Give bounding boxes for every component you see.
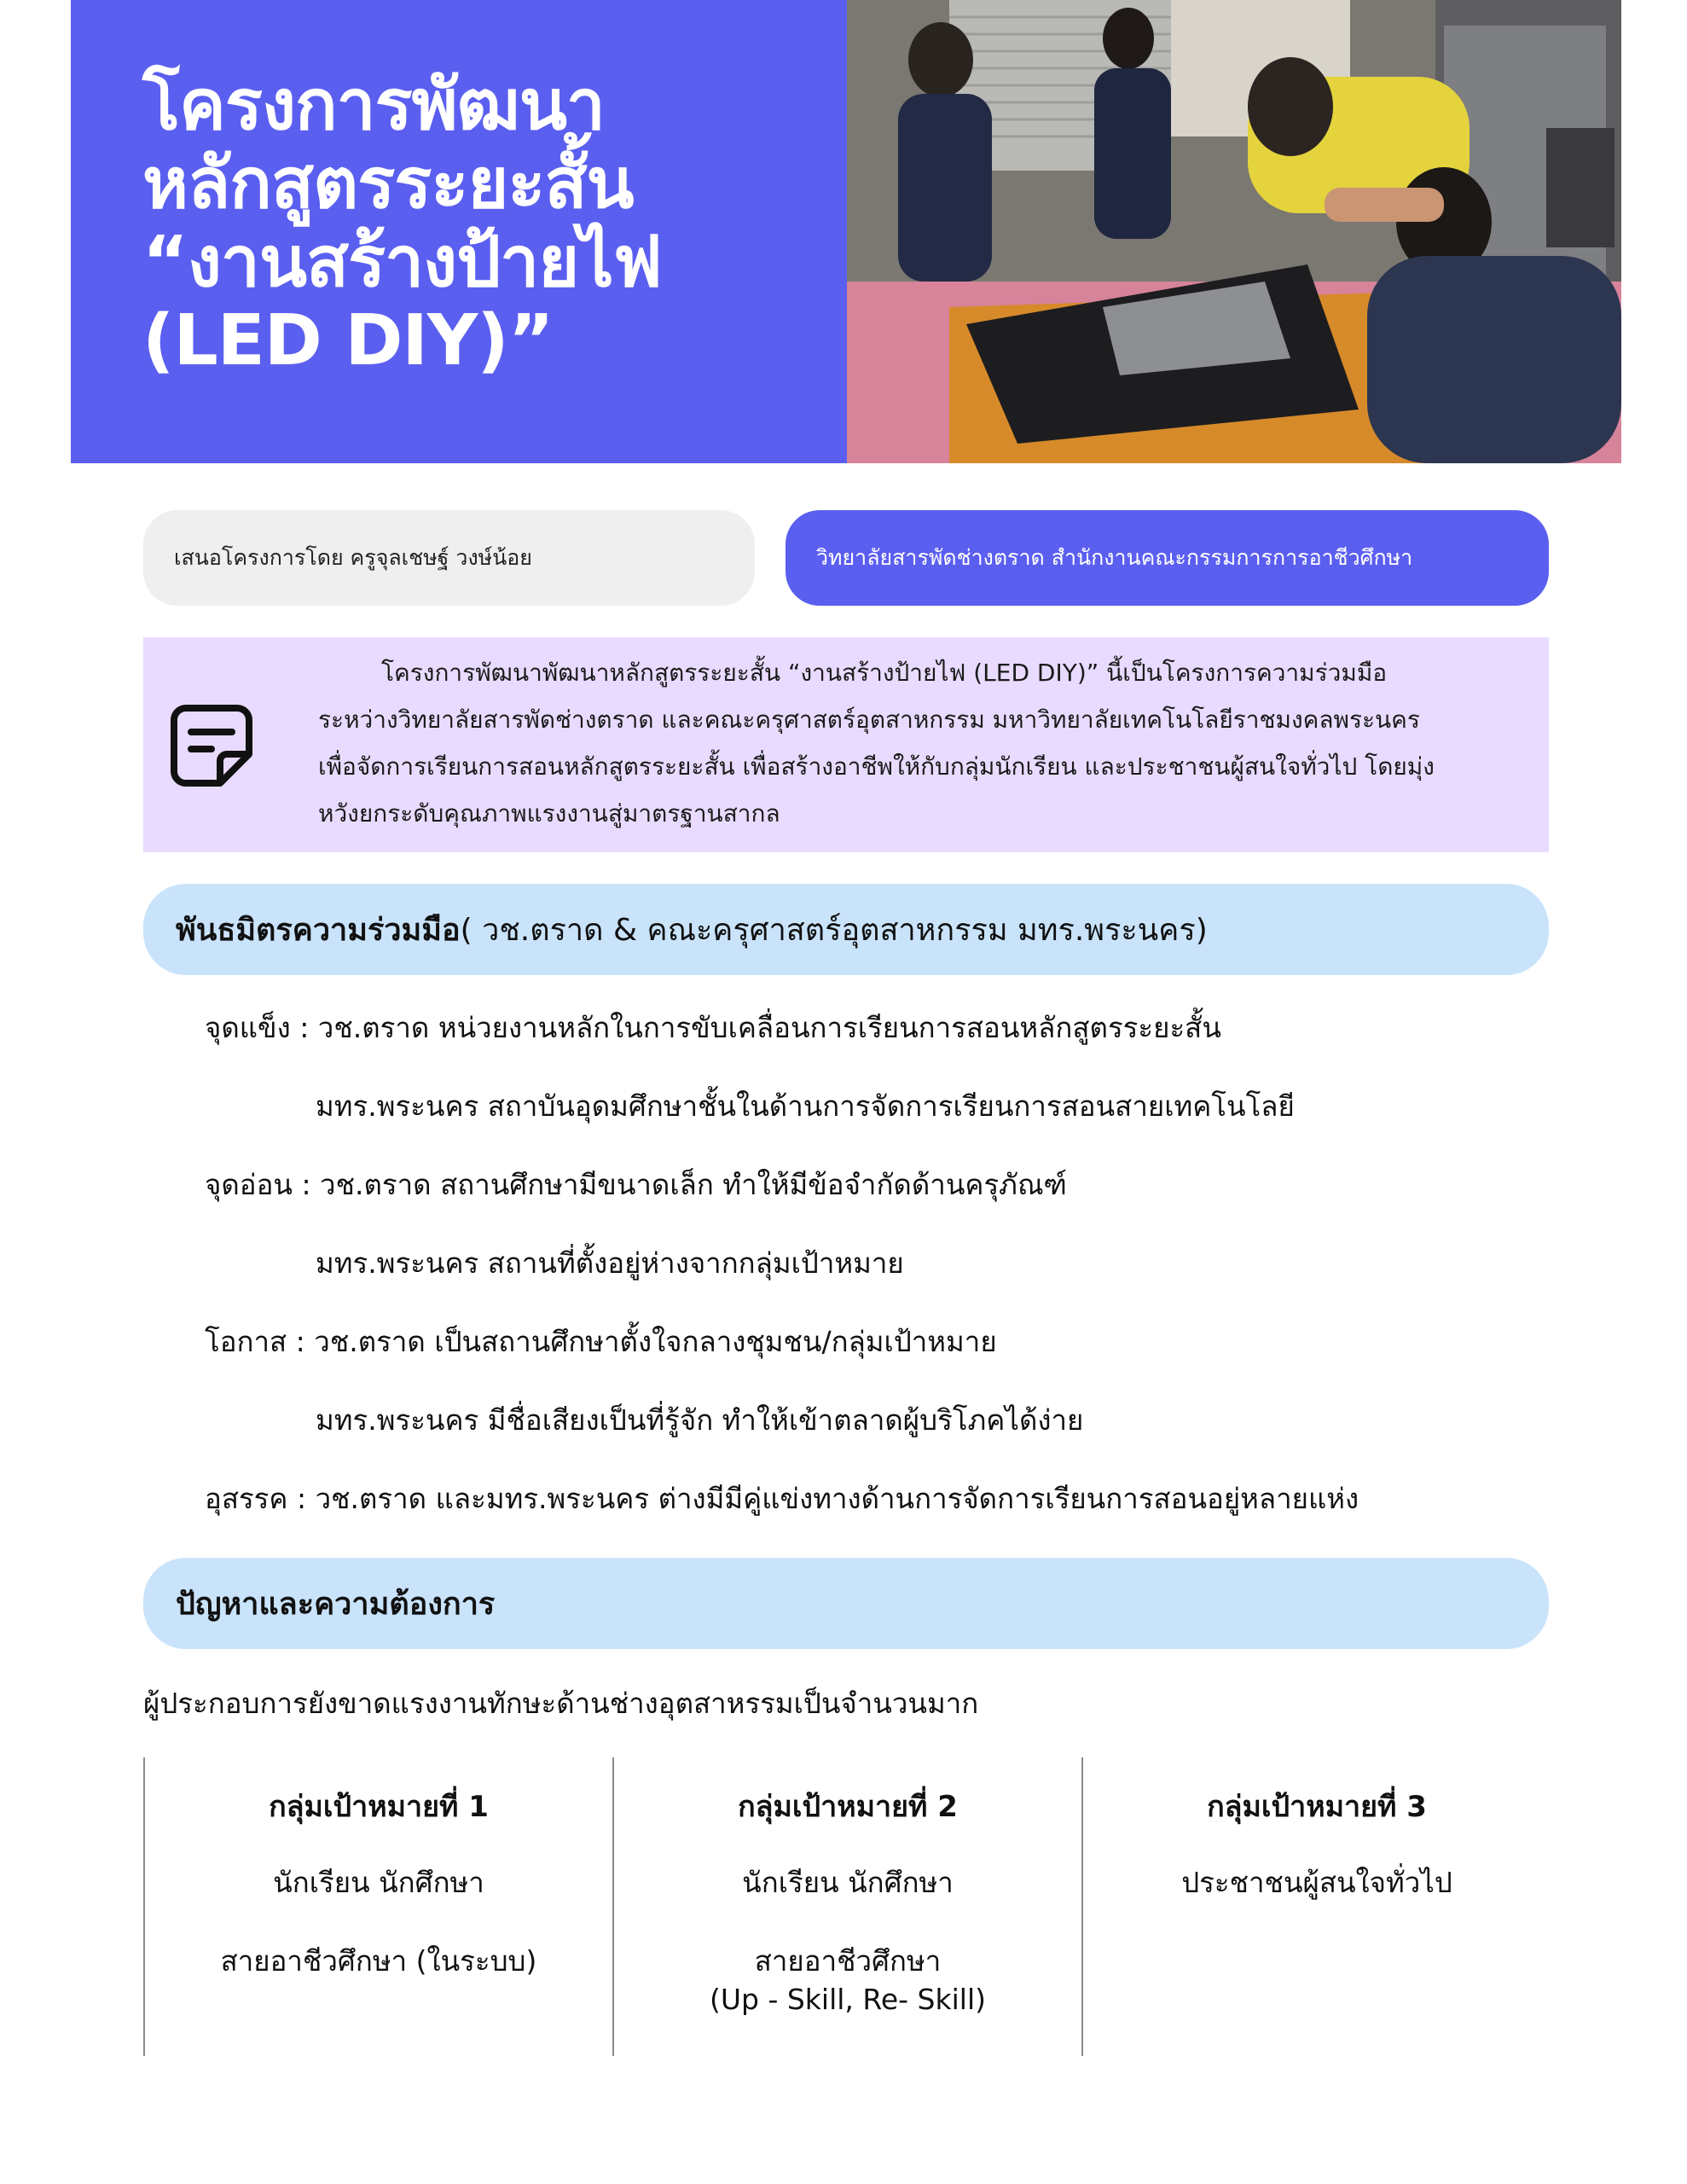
hero-banner xyxy=(71,0,1621,463)
summary-line-3: เพื่อจัดการเรียนการสอนหลักสูตรระยะสั้น เพื่อสร้างอาชีพให้กับกลุ่มนักเรียน และประชาชนผู้สนใจทั่วไป โดยมุ่ง xyxy=(318,752,1435,781)
problems-heading xyxy=(143,1558,1549,1649)
group-1-title: กลุ่มเป้าหมายที่ 1 xyxy=(269,1790,489,1824)
title-line-3: “งานสร้างป้ายไฟ xyxy=(142,222,662,303)
problems-heading-text: ปัญหาและความต้องการ xyxy=(176,1587,496,1622)
target-group-3 xyxy=(1081,1757,1551,2056)
summary-line-1: โครงการพัฒนาพัฒนาหลักสูตรระยะสั้น “งานสร้างป้ายไฟ (LED DIY)” นี้เป็นโครงการความร่วมมือ xyxy=(381,659,1388,687)
threat-line: อุสรรค : วช.ตราด และมทร.พระนคร ต่างมีมีคู่แข่งทางด้านการจัดการเรียนการสอนอยู่หลายแห่ง xyxy=(205,1482,1359,1515)
college-pill xyxy=(786,510,1549,606)
opportunity-line: โอกาส : วช.ตราด เป็นสถานศึกษาตั้งใจกลางชุมชน/กลุ่มเป้าหมาย xyxy=(205,1325,997,1358)
group-1-line-1: นักเรียน นักศึกษา xyxy=(273,1866,484,1899)
partners-heading-bold: พันธมิตรความร่วมมือ xyxy=(176,913,461,948)
need-statement: ผู้ประกอบการยังขาดแรงงานทักษะด้านช่างอุตสาหรรมเป็นจำนวนมาก xyxy=(143,1687,979,1720)
title-line-1: โครงการพัฒนา xyxy=(142,65,605,146)
page-title xyxy=(142,67,833,380)
strength-sub-line: มทร.พระนคร สถาบันอุดมศึกษาชั้นในด้านการจัดการเรียนการสอนสายเทคโนโลยี xyxy=(316,1089,1295,1123)
partners-heading-rest: ( วช.ตราด & คณะครุศาสตร์อุตสาหกรรม มทร.พระนคร) xyxy=(460,913,1208,948)
summary-line-4: หวังยกระดับคุณภาพแรงงานสู่มาตรฐานสากล xyxy=(318,799,780,828)
summary-paragraph xyxy=(318,649,1512,837)
group-2-line-1: นักเรียน นักศึกษา xyxy=(742,1866,954,1899)
hero-title-block xyxy=(71,0,847,463)
group-2-line-3: (Up - Skill, Re- Skill) xyxy=(710,1983,986,2016)
title-line-2: หลักสูตรระยะสั้น xyxy=(142,143,634,224)
workshop-photo xyxy=(847,0,1621,463)
group-3-line-1: ประชาชนผู้สนใจทั่วไป xyxy=(1181,1866,1452,1899)
group-2-title: กลุ่มเป้าหมายที่ 2 xyxy=(738,1790,958,1824)
college-text: วิทยาลัยสารพัดช่างตราด สำนักงานคณะกรรมการการอาชีวศึกษา xyxy=(816,545,1413,570)
presenter-text: เสนอโครงการโดย ครูจุลเชษฐ์ วงษ์น้อย xyxy=(174,545,532,570)
weakness-line: จุดอ่อน : วช.ตราด สถานศึกษามีขนาดเล็ก ทำให้มีข้อจำกัดด้านครุภัณฑ์ xyxy=(205,1168,1067,1201)
presenter-pill xyxy=(143,510,755,606)
project-summary xyxy=(143,637,1549,852)
strength-line: จุดแข็ง : วช.ตราด หน่วยงานหลักในการขับเคลื่อนการเรียนการสอนหลักสูตรระยะสั้น xyxy=(205,1011,1221,1044)
opportunity-sub-line: มทร.พระนคร มีชื่อเสียงเป็นที่รู้จัก ทำให้เข้าตลาดผู้บริโภคได้ง่าย xyxy=(316,1403,1084,1437)
group-2-line-2: สายอาชีวศึกษา xyxy=(754,1944,942,1978)
target-group-2 xyxy=(612,1757,1081,2056)
target-groups xyxy=(143,1757,1452,2056)
title-line-4: (LED DIY)” xyxy=(142,300,554,381)
partners-heading xyxy=(143,884,1549,975)
summary-line-2: ระหว่างวิทยาลัยสารพัดช่างตราด และคณะครุศาสตร์อุตสาหกรรม มหาวิทยาลัยเทคโนโลยีราชมงคลพระนคร xyxy=(318,706,1420,734)
group-3-title: กลุ่มเป้าหมายที่ 3 xyxy=(1207,1790,1427,1824)
note-icon xyxy=(167,701,256,790)
weakness-sub-line: มทร.พระนคร สถานที่ตั้งอยู่ห่างจากกลุ่มเป้าหมาย xyxy=(316,1246,904,1280)
target-group-1 xyxy=(143,1757,612,2056)
group-1-line-2: สายอาชีวศึกษา (ในระบบ) xyxy=(220,1944,537,1978)
